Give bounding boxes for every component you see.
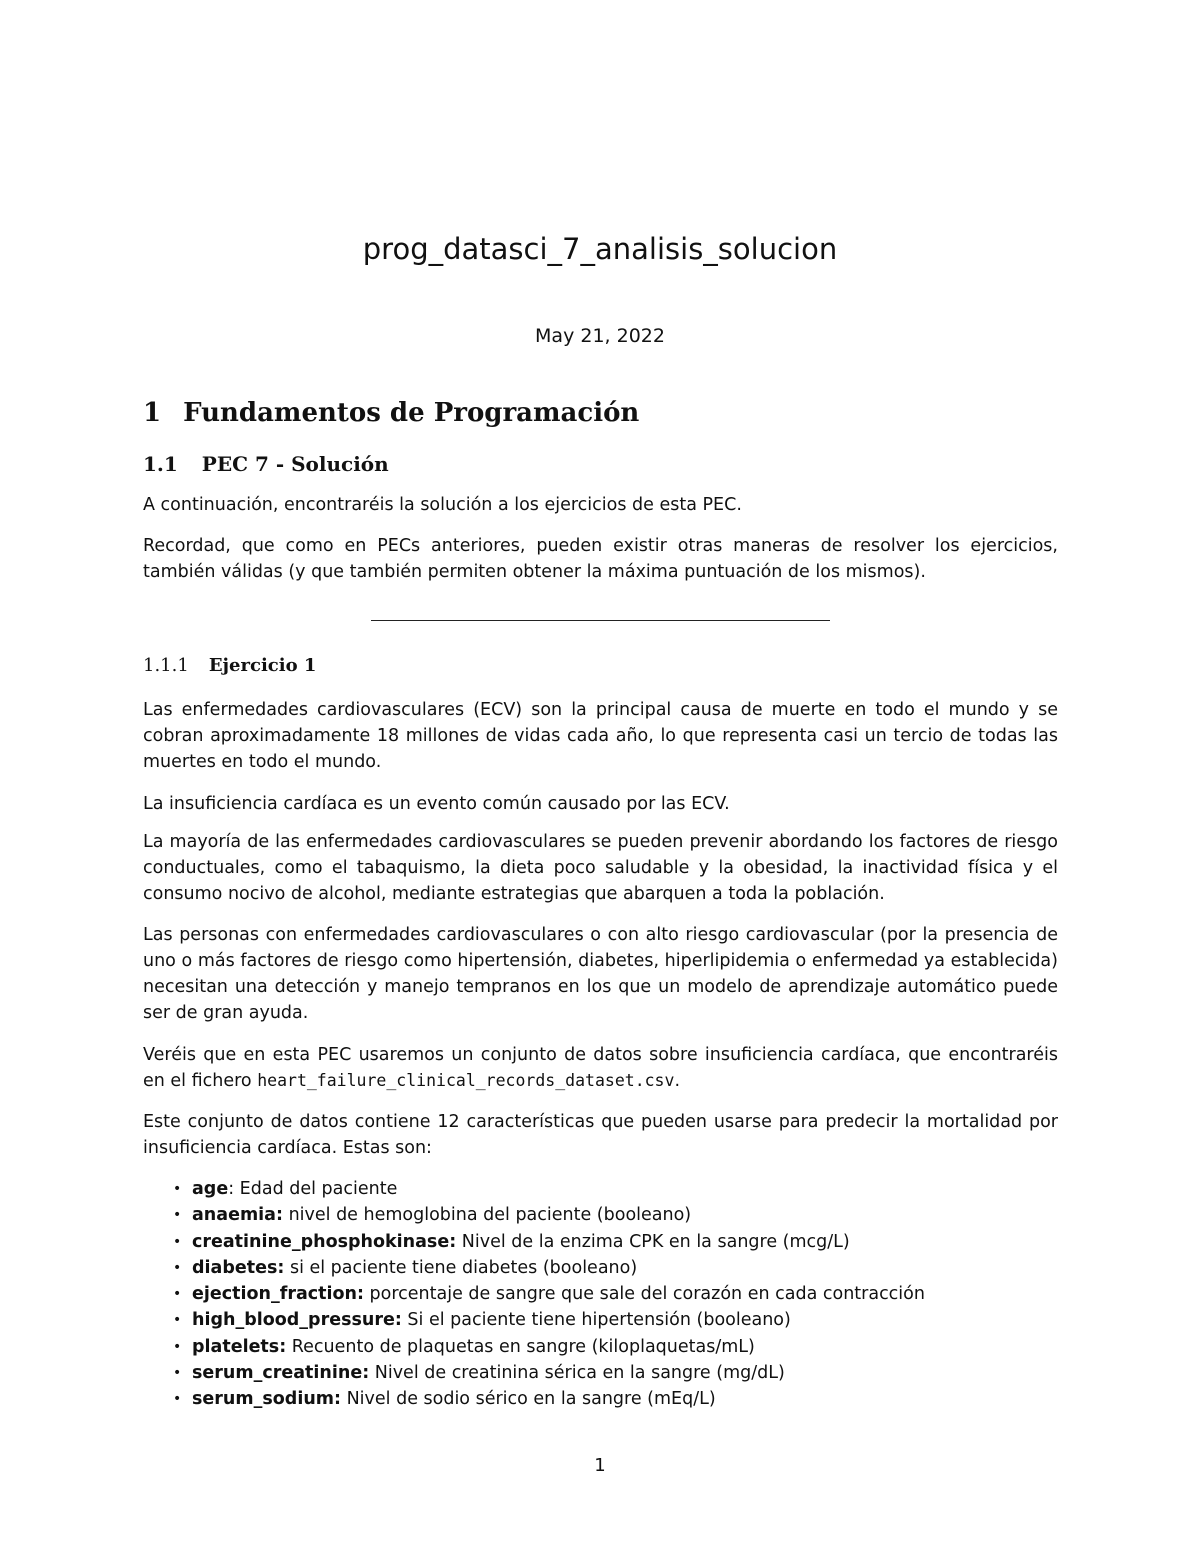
feature-desc: porcentaje de sangre que sale del corazón en cada contracción bbox=[363, 1284, 925, 1305]
bullet-icon: • bbox=[173, 1338, 182, 1355]
bullet-icon: • bbox=[173, 1259, 182, 1276]
list-item bbox=[143, 1176, 1058, 1202]
feature-desc: nivel de hemoglobina del paciente (booleano) bbox=[283, 1205, 692, 1226]
document-title: prog_datasci_7_analisis_solucion bbox=[362, 232, 838, 266]
subsection-title: PEC 7 - Solución bbox=[201, 452, 389, 476]
dataset-paragraph bbox=[143, 1042, 1058, 1094]
list-item bbox=[143, 1334, 1058, 1360]
dataset-text-end: . bbox=[674, 1071, 681, 1091]
feature-list bbox=[143, 1176, 1058, 1413]
feature-desc: Nivel de sodio sérico en la sangre (mEq/L) bbox=[341, 1389, 716, 1410]
bullet-icon: • bbox=[173, 1391, 182, 1408]
list-item bbox=[143, 1360, 1058, 1386]
dataset-filename: heart_failure_clinical_records_dataset.csv bbox=[257, 1071, 675, 1090]
feature-term: ejection_fraction: bbox=[192, 1284, 364, 1305]
dataset-text: Veréis que en esta PEC usaremos un conjunto de datos sobre insuficiencia cardíaca, que encontraréis en el fichero bbox=[143, 1045, 1058, 1091]
list-item bbox=[143, 1307, 1058, 1333]
bullet-icon: • bbox=[173, 1365, 182, 1382]
feature-term: anaemia: bbox=[192, 1205, 283, 1226]
document-date: May 21, 2022 bbox=[535, 325, 665, 347]
list-item bbox=[143, 1386, 1058, 1412]
risk-paragraph: Las personas con enfermedades cardiovasculares o con alto riesgo cardiovascular (por la presencia de uno o más factores de riesgo como hipertensión, diabetes, hiperlipidemia o enfermedad ya establecida) necesitan una detección y manejo tempranos en los que un modelo de aprendizaje automático puede ser de gran ayuda. bbox=[143, 925, 1058, 1023]
list-item bbox=[143, 1281, 1058, 1307]
section-number: 1 bbox=[143, 398, 162, 428]
prevention-paragraph: La mayoría de las enfermedades cardiovasculares se pueden prevenir abordando los factores de riesgo conductuales, como el tabaquismo, la dieta poco saludable y la obesidad, la inactividad física y el consumo nocivo de alcohol, mediante estrategias que abarquen a toda la población. bbox=[143, 832, 1058, 904]
subsection-heading-1-1 bbox=[143, 452, 389, 476]
bullet-icon: • bbox=[173, 1181, 182, 1197]
bullet-icon: • bbox=[173, 1207, 182, 1224]
note-paragraph: Recordad, que como en PECs anteriores, pueden existir otras maneras de resolver los ejercicios, también válidas (y que también permiten obtener la máxima puntuación de los mismos). bbox=[143, 536, 1058, 582]
feature-term: serum_creatinine: bbox=[192, 1363, 370, 1384]
feature-term: serum_sodium: bbox=[192, 1389, 342, 1410]
feature-desc: Nivel de la enzima CPK en la sangre (mcg/L) bbox=[456, 1231, 850, 1252]
feature-term: diabetes: bbox=[192, 1257, 285, 1278]
feature-term: platelets: bbox=[192, 1336, 287, 1357]
bullet-icon: • bbox=[173, 1286, 182, 1303]
feature-desc: Recuento de plaquetas en sangre (kiloplaquetas/mL) bbox=[286, 1336, 755, 1357]
heart-failure-paragraph: La insuficiencia cardíaca es un evento común causado por las ECV. bbox=[143, 794, 730, 814]
bullet-icon: • bbox=[173, 1233, 182, 1250]
feature-desc: : Edad del paciente bbox=[228, 1179, 398, 1199]
feature-term: high_blood_pressure: bbox=[192, 1310, 402, 1331]
feature-desc: Nivel de creatinina sérica en la sangre (mg/dL) bbox=[369, 1363, 785, 1384]
subsubsection-number: 1.1.1 bbox=[143, 655, 189, 676]
list-item bbox=[143, 1229, 1058, 1255]
bullet-icon: • bbox=[173, 1312, 182, 1329]
subsubsection-title: Ejercicio 1 bbox=[208, 655, 317, 676]
subsection-number: 1.1 bbox=[143, 452, 178, 476]
subsubsection-heading-1-1-1 bbox=[143, 655, 316, 676]
feature-desc: si el paciente tiene diabetes (booleano) bbox=[284, 1257, 638, 1278]
section-heading-1 bbox=[143, 398, 639, 428]
section-title: Fundamentos de Programación bbox=[183, 398, 640, 428]
feature-term: creatinine_phosphokinase: bbox=[192, 1231, 457, 1252]
list-item bbox=[143, 1255, 1058, 1281]
list-item bbox=[143, 1202, 1058, 1228]
horizontal-rule bbox=[371, 620, 830, 621]
feature-desc: Si el paciente tiene hipertensión (booleano) bbox=[401, 1310, 791, 1331]
features-intro-paragraph: Este conjunto de datos contiene 12 características que pueden usarse para predecir la mortalidad por insuficiencia cardíaca. Estas son: bbox=[143, 1112, 1058, 1158]
feature-term: age bbox=[192, 1179, 229, 1199]
intro-paragraph: A continuación, encontraréis la solución a los ejercicios de esta PEC. bbox=[143, 495, 742, 515]
cvd-paragraph: Las enfermedades cardiovasculares (ECV) son la principal causa de muerte en todo el mundo y se cobran aproximadamente 18 millones de vidas cada año, lo que representa casi un tercio de todas las muertes en todo el mundo. bbox=[143, 700, 1058, 772]
page-number: 1 bbox=[594, 1455, 606, 1476]
